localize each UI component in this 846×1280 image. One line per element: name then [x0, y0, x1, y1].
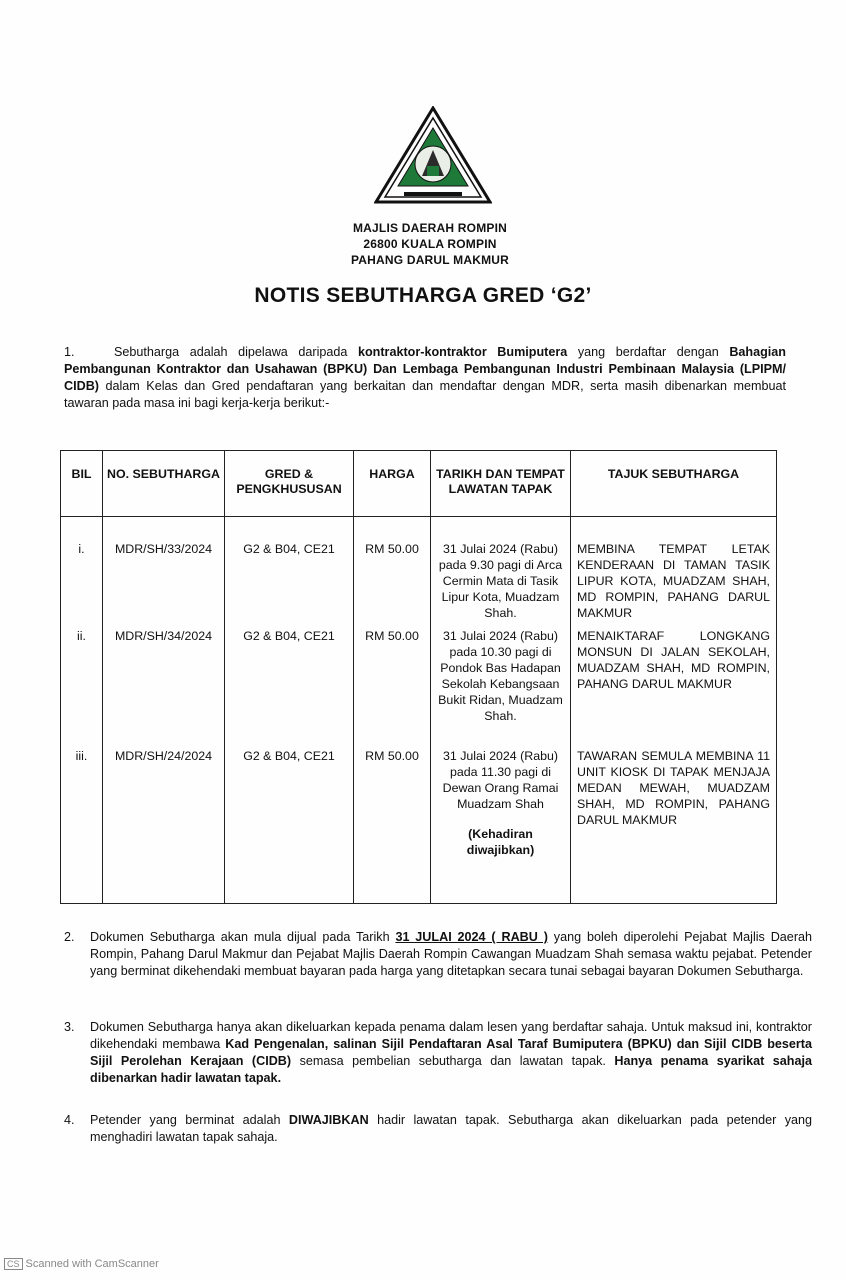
council-address — [0, 220, 846, 268]
cell-harga: RM 50.00 — [354, 742, 431, 904]
header-bil: BIL — [61, 451, 103, 517]
address-line-2: 26800 KUALA ROMPIN — [363, 237, 497, 251]
paragraph-2-number: 2. — [64, 930, 75, 944]
paragraph-3-number: 3. — [64, 1020, 75, 1034]
paragraph-2: 2. Dokumen Sebutharga akan mula dijual pada Tarikh 31 JULAI 2024 ( RABU ) yang boleh diperolehi Pejabat Majlis Daerah Rompin, Pahang Darul Makmur dan Pejabat Majlis Daerah Rompin Cawangan Muadzam Shah semasa waktu pejabat. Petender yang berminat dikehendaki membuat bayaran pada harga yang ditetapkan secara tunai sebagai bayaran Dokumen Sebutharga. — [64, 930, 813, 978]
notice-title: NOTIS SEBUTHARGA GRED ‘G2’ — [254, 284, 592, 307]
cell-harga: RM 50.00 — [354, 517, 431, 623]
cell-tajuk: MENAIKTARAF LONGKANG MONSUN DI JALAN SEKOLAH, MUADZAM SHAH, MD ROMPIN, PAHANG DARUL MAKMUR — [571, 622, 777, 742]
cell-tajuk: TAWARAN SEMULA MEMBINA 11 UNIT KIOSK DI TAPAK MENJAJA MEDAN MEWAH, MUADZAM SHAH, MD ROMPIN, PAHANG DARUL MAKMUR — [571, 742, 777, 904]
paragraph-1: 1. Sebutharga adalah dipelawa daripada kontraktor-kontraktor Bumiputera yang berdaftar dengan Bahagian Pembangunan Kontraktor dan Usahawan (BPKU) Dan Lembaga Pembangunan Industri Pembinaan Malaysia (LPIPM/ CIDB) dalam Kelas dan Gred pendaftaran yang berkaitan dan mendaftar dengan MDR, serta masih dibenarkan membuat tawaran pada masa ini bagi kerja-kerja berikut:- — [64, 345, 786, 410]
table-header-row — [61, 451, 777, 517]
cell-no: MDR/SH/24/2024 — [103, 742, 225, 904]
cell-tarikh: 31 Julai 2024 (Rabu) pada 9.30 pagi di Arca Cermin Mata di Tasik Lipur Kota, Muadzam Shah. — [431, 517, 571, 623]
table-row — [61, 622, 777, 742]
table-row — [61, 742, 777, 904]
cell-tajuk: MEMBINA TEMPAT LETAK KENDERAAN DI TAMAN TASIK LIPUR KOTA, MUADZAM SHAH, MD ROMPIN, PAHANG DARUL MAKMUR — [571, 517, 777, 623]
cell-tarikh-text: 31 Julai 2024 (Rabu) pada 11.30 pagi di Dewan Orang Ramai Muadzam Shah — [442, 749, 559, 811]
address-line-3: PAHANG DARUL MAKMUR — [350, 253, 509, 267]
header-tajuk: TAJUK SEBUTHARGA — [571, 451, 777, 517]
quotation-table — [60, 450, 777, 904]
scanner-watermark — [4, 1258, 159, 1270]
cell-bil: ii. — [61, 622, 103, 742]
cell-no: MDR/SH/33/2024 — [103, 517, 225, 623]
sale-date: 31 JULAI 2024 ( RABU ) — [395, 930, 548, 944]
cell-harga: RM 50.00 — [354, 622, 431, 742]
address-line-1: MAJLIS DAERAH ROMPIN — [352, 221, 507, 235]
cell-gred: G2 & B04, CE21 — [225, 622, 354, 742]
cell-bil: i. — [61, 517, 103, 623]
paragraph-4-number: 4. — [64, 1113, 75, 1127]
header-harga: HARGA — [354, 451, 431, 517]
header-no: NO. SEBUTHARGA — [103, 451, 225, 517]
table-row — [61, 517, 777, 623]
cell-bil: iii. — [61, 742, 103, 904]
cell-gred: G2 & B04, CE21 — [225, 742, 354, 904]
camscanner-icon: CS — [4, 1258, 23, 1270]
paragraph-3: 3. Dokumen Sebutharga hanya akan dikeluarkan kepada penama dalam lesen yang berdaftar sahaja. Untuk maksud ini, kontraktor dikehendaki membawa Kad Pengenalan, salinan Sijil Pendaftaran Asal Taraf Bumiputera (BPKU) dan Sijil CIDB beserta Sijil Perolehan Kerajaan (CIDB) semasa pembelian sebutharga dan lawatan tapak. Hanya penama syarikat sahaja dibenarkan hadir lawatan tapak. — [64, 1020, 813, 1085]
attendance-note: (Kehadiran diwajibkan) — [466, 827, 535, 857]
council-logo — [374, 106, 492, 204]
paragraph-1-number: 1. — [64, 345, 75, 359]
cell-tarikh: 31 Julai 2024 (Rabu) pada 10.30 pagi di Pondok Bas Hadapan Sekolah Kebangsaan Bukit Ridan, Muadzam Shah. — [431, 622, 571, 742]
header-tarikh: TARIKH DAN TEMPAT LAWATAN TAPAK — [431, 451, 571, 517]
cell-gred: G2 & B04, CE21 — [225, 517, 354, 623]
cell-tarikh — [431, 742, 571, 904]
watermark-text: Scanned with CamScanner — [25, 1258, 159, 1270]
paragraph-4: 4. Petender yang berminat adalah DIWAJIBKAN hadir lawatan tapak. Sebutharga akan dikeluarkan pada petender yang menghadiri lawatan tapak sahaja. — [64, 1113, 813, 1144]
header-gred: GRED & PENGKHUSUSAN — [225, 451, 354, 517]
cell-no: MDR/SH/34/2024 — [103, 622, 225, 742]
